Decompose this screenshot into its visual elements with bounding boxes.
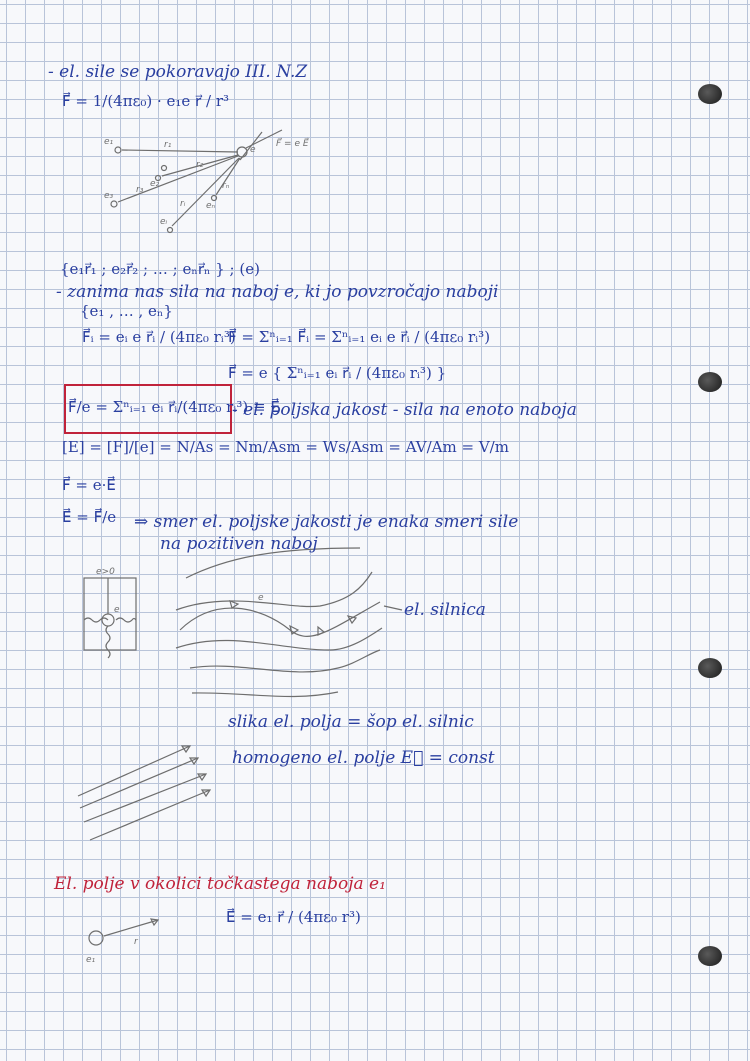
line-newton: - el. sile se pokoravajo III. N.Z	[48, 62, 308, 82]
label-r1: r₁	[164, 140, 172, 150]
force-i-formula: F⃗ᵢ = eᵢ e r⃗ᵢ / (4πε₀ rᵢ³)	[82, 328, 236, 346]
force-field-eq: F⃗ = e·E⃗	[62, 476, 116, 494]
field-definition-note: - el. poljska jakost - sila na enoto naboja	[232, 400, 577, 420]
field-force-eq: E⃗ = F⃗/e	[62, 508, 117, 526]
charges-set: {e₁r⃗₁ ; e₂r⃗₂ ; … ; eₙr⃗ₙ } ; (e)	[60, 260, 260, 278]
force-sum-formula-2: F⃗ = e { Σⁿᵢ₌₁ eᵢ r⃗ᵢ / (4πε₀ rᵢ³) }	[228, 364, 447, 382]
charges-set-2: {e₁ , … , eₙ}	[80, 302, 173, 320]
label-egt0: e>0	[96, 567, 115, 577]
label-field-e: e	[258, 593, 264, 603]
point-charge-formula: E⃗ = e₁ r⃗ / (4πε₀ r³)	[226, 908, 361, 926]
label-r3: r₃	[136, 185, 144, 195]
homogeneous-text: homogeno el. polje E⃗ = const	[232, 748, 495, 768]
field-picture-text: slika el. polja = šop el. silnic	[228, 712, 474, 732]
line-interest: - zanima nas sila na naboj e, ki jo povzročajo naboji	[56, 282, 499, 302]
label-e-spring: e	[114, 605, 120, 615]
direction-text: ⇒ smer el. poljske jakosti je enaka smeri sile	[134, 512, 519, 532]
label-e1-point: e₁	[86, 955, 96, 965]
field-definition-formula: F⃗/e = Σⁿᵢ₌₁ eᵢ r⃗ᵢ/(4πε₀ rᵢ³) ≡ E⃗	[68, 398, 280, 416]
label-en: eₙ	[206, 201, 216, 211]
coulomb-formula: F⃗ = 1/(4πε₀) · e₁e r⃗ / r³	[62, 92, 229, 110]
label-e: e	[250, 145, 256, 155]
field-line-label: el. silnica	[404, 600, 486, 620]
label-fe: F⃗ = e E⃗	[276, 139, 309, 149]
label-r: r	[134, 937, 138, 947]
label-e3: e₃	[104, 191, 114, 201]
label-r2: r₂	[196, 160, 204, 170]
label-rn: rₙ	[222, 181, 230, 191]
label-e1: e₁	[104, 137, 114, 147]
direction-text-2: na pozitiven naboj	[160, 534, 318, 554]
point-charge-heading: El. polje v okolici točkastega naboja e₁	[54, 874, 386, 894]
label-e2: e₂	[150, 179, 160, 189]
label-ri: rᵢ	[180, 199, 186, 209]
force-sum-formula: F⃗ = Σⁿᵢ₌₁ F⃗ᵢ = Σⁿᵢ₌₁ eᵢ e r⃗ᵢ / (4πε₀ rᵢ³)	[228, 328, 491, 346]
units-line: [E] = [F]/[e] = N/As = Nm/Asm = Ws/Asm = AV/Am = V/m	[62, 438, 509, 456]
label-ei: eᵢ	[160, 217, 168, 227]
